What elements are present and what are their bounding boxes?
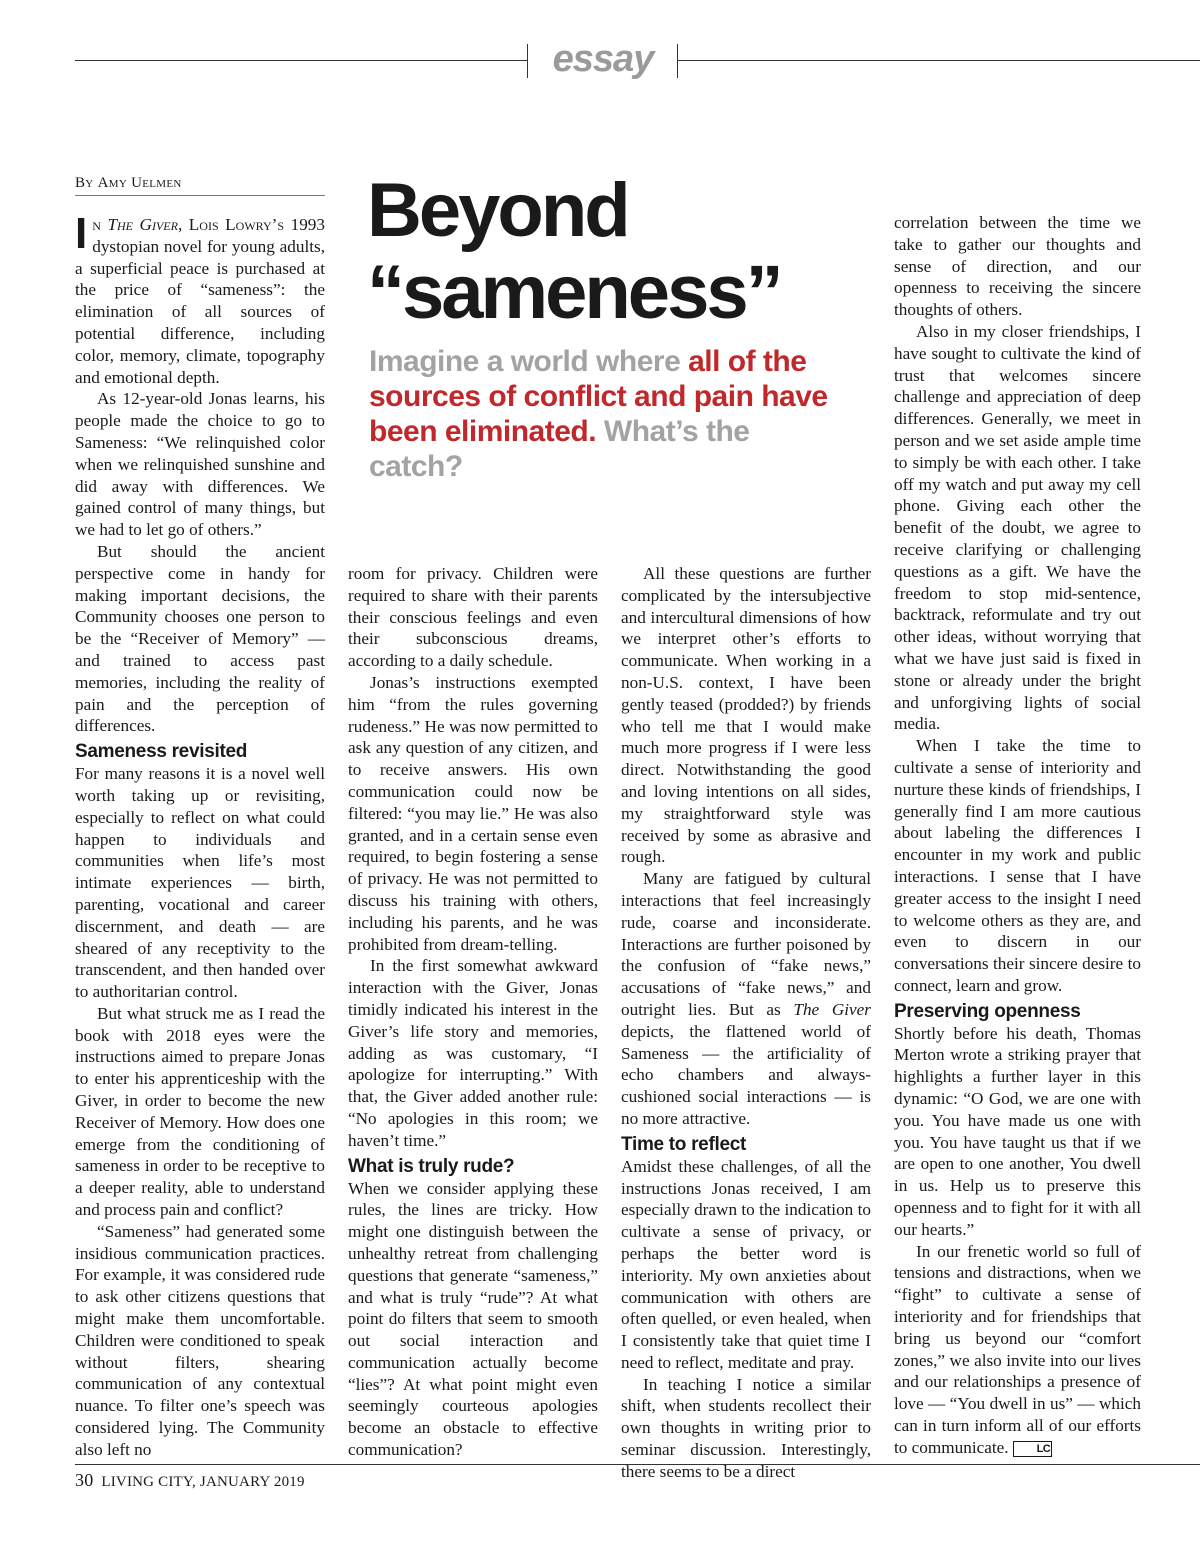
article-column-2 <box>348 563 598 1461</box>
headline <box>367 170 867 334</box>
article-paragraph: Amidst these challenges, of all the instructions Jonas received, I am especially drawn to the indication to cultivate a sense of privacy, or perhaps the better word is interiority. My own anxieties about communication with others are often quelled, or even healed, when I consistently take that quiet time I need to reflect, meditate and pray. <box>621 1156 871 1372</box>
article-paragraph: Shortly before his death, Thomas Merton wrote a striking prayer that highlights a further layer in this dynamic: “O God, we are one with you. You have made us one with you. You have taught us that if we are open to one another, You dwell in us. Help us to preserve this openness and to fight for it with all our hearts.” <box>894 1023 1141 1239</box>
article-paragraph: room for privacy. Children were required to share with their parents their conscious feelings and even their subconscious dreams, according to a daily schedule. <box>348 564 598 671</box>
publication-info: LIVING CITY, JANUARY 2019 <box>101 1474 305 1490</box>
byline <box>75 175 325 196</box>
article-paragraph: In The Giver, Lois Lowry’s 1993 dystopian novel for young adults, a superficial peace is purchased at the price of “sameness”: the elimination of all sources of potential difference, including color, memory, climate, topography and emotional depth. <box>75 209 325 387</box>
article-paragraph: When I take the time to cultivate a sense of interiority and nurture these kinds of friendships, I generally find I am more cautious about labeling the differences I encounter in my work and public interactions. I sense that I have greater access to the insight I need to welcome others as they are, and even to discern in our conversations their sincere desire to connect, learn and grow. <box>894 736 1141 995</box>
article-paragraph: In teaching I notice a similar shift, when students recollect their own thoughts in writing prior to seminar discussion. Interestingly, there seems to be a direct <box>621 1374 871 1481</box>
article-paragraph: As 12-year-old Jonas learns, his people made the choice to go to Sameness: “We relinquished color when we relinquished sunshine and did away with differences. We gained control of many things, but we had to let go of others.” <box>75 389 325 540</box>
article-paragraph: When we consider applying these rules, the lines are tricky. How might one distinguish between the unhealthy retreat from challenging questions that generate “sameness,” and what is truly “rude”? At what point do filters that seem to smooth out social interaction and communication actually become “lies”? At what point might even seemingly courteous apologies become an obstacle to effective communication? <box>348 1178 598 1460</box>
article-column-4 <box>894 212 1141 1459</box>
subheading-what-is-truly-rude: What is truly rude? <box>348 1155 515 1177</box>
article-paragraph: Jonas’s instructions exempted him “from the rules governing rudeness.” He was now permitted to ask any question of any citizen, and to receive answers. His own communication could now be filtered: “you may lie.” He was also granted, and in a certain sense even required, to begin fostering a sense of privacy. He was not permitted to discuss his training with others, including his parents, and he was prohibited from dream-telling. <box>348 672 598 954</box>
byline-author: Amy Uelmen <box>97 175 182 191</box>
article-column-3 <box>621 563 871 1483</box>
article-paragraph: But what struck me as I read the book with 2018 eyes were the instructions aimed to prepare Jonas to enter his apprenticeship with the Giver, in order to become the new Receiver of Memory. How does one emerge from the conditioning of sameness in order to be receptive to a deeper reality, able to understand and process pain and conflict? <box>75 1003 325 1220</box>
byline-prefix: By <box>75 175 94 191</box>
article-paragraph: “Sameness” had generated some insidious communication practices. For example, it was considered rude to ask other citizens questions that might make them uncomfortable. Children were conditioned to speak without filters, shearing communication of any contextual nuance. To filter one’s speech was considered lying. The Community also left no <box>75 1221 325 1459</box>
page-footer <box>75 1470 305 1491</box>
header-rule-left <box>75 60 527 61</box>
article-column-1 <box>75 209 325 1461</box>
drop-cap: I <box>75 209 88 258</box>
article-paragraph: But should the ancient perspective come in handy for making important decisions, the Community chooses one person to be the “Receiver of Memory” — and trained to access past memories, including the reality of pain and the perception of differences. <box>75 541 325 736</box>
subheading-sameness-revisited: Sameness revisited <box>75 741 248 763</box>
headline-line-1: Beyond <box>367 168 628 253</box>
headline-line-2: “sameness” <box>367 250 781 335</box>
article-paragraph: Also in my closer friendships, I have sought to cultivate the kind of trust that welcomes sincere challenge and appreciation of deep differences. Generally, we meet in person and we set aside ample time to simply be with each other. I take off my watch and put away my cell phone. Giving each other the benefit of the doubt, we agree to receive clarifying or challenging questions as a gift. We have the freedom to stop mid-sentence, backtrack, reformulate and try out other ideas, without worrying that what we have just said is fixed in stone or already under the bright and unforgiving lights of social media. <box>894 321 1141 734</box>
subheading-time-to-reflect: Time to reflect <box>621 1133 747 1155</box>
deck-part-3: What’s the catch? <box>369 415 750 483</box>
article-paragraph: All these questions are further complicated by the intersubjective and intercultural dimensions of how we interpret other’s efforts to communicate. When working in a non-U.S. context, I have been gently teased (prodded?) by friends who tell me that I would make much more progress if I were less direct. Notwithstanding the good and loving intentions on all sides, my straightforward style was received by some as abrasive and rough. <box>621 564 871 867</box>
page-number: 30 <box>75 1470 94 1490</box>
deck-part-2: all of the sources of conflict and pain have been eliminated. <box>369 345 828 448</box>
footer-rule <box>75 1464 1200 1465</box>
header-tick-left <box>527 44 528 78</box>
article-paragraph: In the first somewhat awkward interaction with the Giver, Jonas timidly indicated his interest in the Giver’s life story and memories, adding as was customary, “I apologize for interrupting.” With that, the Giver added another rule: “No apologies in this room; we haven’t time.” <box>348 956 598 1150</box>
article-paragraph: In our frenetic world so full of tensions and distractions, when we “fight” to cultivate a sense of interiority and for friendships that bring us beyond our “comfort zones,” we also invite into our lives and our relationships a presence of love — “You dwell in us” — which can in turn inform all of our efforts to communicate. LC <box>894 1241 1141 1457</box>
header-tick-right <box>677 44 678 78</box>
section-label: essay <box>552 38 654 80</box>
deck <box>369 344 839 484</box>
header-rule-right <box>678 60 1200 61</box>
deck-part-1: Imagine a world where <box>369 345 689 378</box>
subheading-preserving-openness: Preserving openness <box>894 1000 1081 1022</box>
article-paragraph: Many are fatigued by cultural interactions that feel increasingly rude, coarse and inconsiderate. Interactions are further poisoned by the confusion of “fake news,” accusations of “fake news,” and outright lies. But as The Giver depicts, the flattened world of Sameness — the artificiality of echo chambers and always-cushioned social interactions — is no more attractive. <box>621 869 871 1128</box>
article-paragraph: For many reasons it is a novel well worth taking up or revisiting, especially to reflect on what could happen to individuals and communities when life’s most intimate experiences — birth, parenting, vocational and career discernment, and death — are sheared of any receptivity to the transcendent, and then handed over to authoritarian control. <box>75 764 325 1002</box>
end-mark-icon: LC <box>1013 1441 1053 1457</box>
article-paragraph: correlation between the time we take to gather our thoughts and sense of direction, and our openness to receiving the sincere thoughts of others. <box>894 213 1141 320</box>
